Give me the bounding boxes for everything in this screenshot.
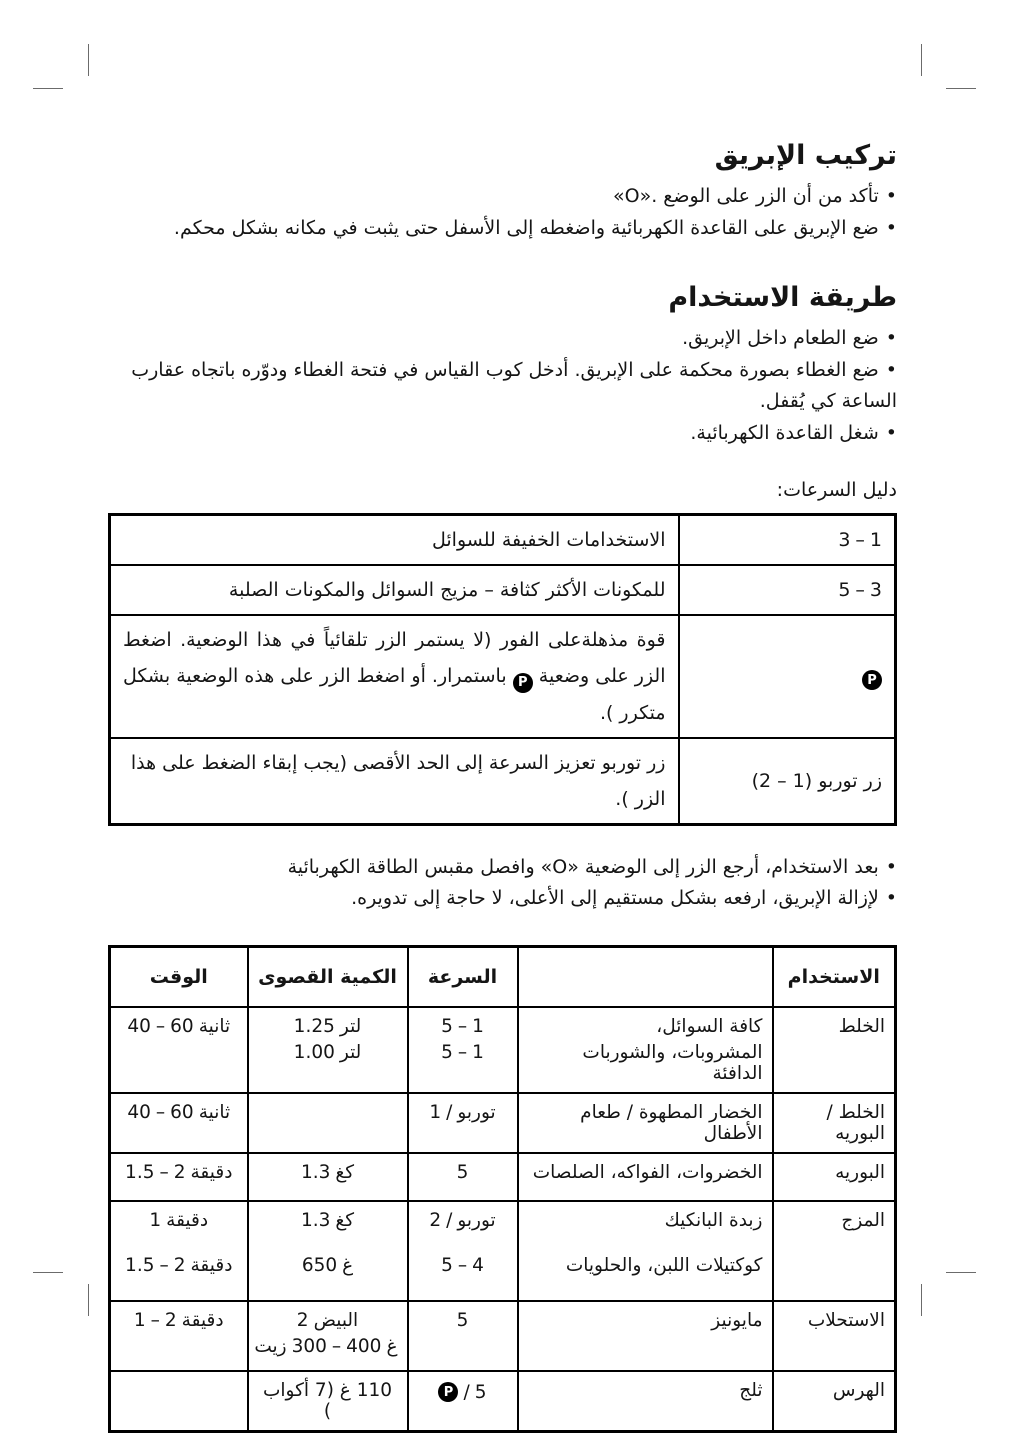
usage-table-row [110,1093,896,1153]
numeric-group [838,579,882,601]
numeric-group [134,1310,224,1331]
numeric-group [297,1310,358,1331]
assembly-bullets [111,181,897,244]
cell-token: 2 [173,1254,186,1276]
bullet-marker: • [885,887,897,910]
cell-token: 1 [472,1015,484,1037]
usage-table-row [110,1153,896,1201]
cell-text: كوكتيلات اللبن، والحلويات [565,1254,763,1276]
description-cell [518,1371,773,1432]
speed-description-cell [110,565,679,615]
cell-token: ثانية [198,1015,231,1037]
cell-line [258,1016,398,1037]
speed-description-cell [110,615,679,737]
crop-mark [921,1284,922,1316]
numeric-group [301,1210,354,1231]
cell-line [254,1335,398,1357]
bullet-text: تأكد من أن الزر على الوضع .«O» [612,185,879,207]
speed-description-cell [110,515,679,566]
description-cell [518,1093,773,1153]
cell-token: 1 [133,1309,146,1331]
bullet-marker: • [885,855,897,878]
max-quantity-cell [248,1301,408,1371]
speed-setting-cell [679,738,896,825]
bullet-text: بعد الاستخدام، أرجع الزر إلى الوضعية «O» وافصل مقبس الطاقة الكهربائية [287,855,879,878]
speed-guide-row [110,565,896,615]
speed-guide-row [110,615,896,737]
cell-token: دقيقة [190,1254,233,1276]
cell-line [418,1016,508,1037]
max-quantity-cell [248,1201,408,1301]
bullet-text: ضع الغطاء بصورة محكمة على الإبريق. أدخل كوب القياس في فتحة الغطاء ودوّره باتجاه عقارب الساعة كي يُقفل. [131,358,897,413]
crop-mark [33,88,63,89]
cell-token: دقيقة [166,1209,209,1231]
pulse-p-badge: P [513,673,533,693]
cell-token: – [855,529,865,552]
pulse-p-badge: P [438,1382,458,1402]
crop-mark [33,1272,63,1273]
speed-cell [408,1007,518,1093]
cell-token: 1.00 [293,1041,335,1063]
cell-text: 110 غ (7 أكواب ) [262,1379,393,1422]
speed-cell [408,1371,518,1432]
max-quantity-cell [248,1093,408,1153]
cell-text: باستمرار. أو اضغط الزر على هذه الوضعية بشكل متكرر ). [123,665,666,724]
cell-token: غ [342,1254,354,1276]
cell-token: 5 [441,1015,453,1037]
speed-cell [408,1153,518,1201]
cell-token: 1.25 [293,1015,335,1037]
description-cell [518,1301,773,1371]
cell-token: 1.5 [125,1161,155,1183]
bullet-item [111,883,897,915]
bullet-item [111,852,897,884]
speed-cell [408,1301,518,1371]
description-cell [518,1201,773,1301]
cell-line [528,1255,763,1276]
numeric-group [294,1016,362,1037]
cell-token: 5 [441,1254,453,1276]
max-quantity-cell [248,1007,408,1093]
crop-mark [946,88,976,89]
speed-setting-cell [679,615,896,737]
numeric-group [127,1102,230,1123]
cell-token: – [457,1041,468,1063]
cell-token: 300 [291,1335,327,1357]
cell-token: 5 [474,1381,487,1403]
cell-line [418,1042,508,1063]
bullet-marker: • [885,216,897,239]
usage-table-row [110,1201,896,1301]
cell-text: كافة السوائل، [656,1015,763,1037]
cell-token: – [457,1254,468,1276]
cell-token: 5 [838,579,851,602]
usage-table-row [110,1007,896,1093]
cell-token: – [155,1101,166,1123]
speed-guide-row [110,738,896,825]
speed-setting-cell [679,565,896,615]
cell-line [528,1210,763,1231]
usage-cell [773,1301,896,1371]
numeric-group [838,529,882,551]
cell-line [528,1042,763,1084]
cell-line [258,1255,398,1276]
cell-token: دقيقة [181,1309,224,1331]
bullet-marker: • [885,421,897,444]
cell-token: – [457,1015,468,1037]
cell-text: الاستخدامات الخفيفة للسوائل [432,529,666,552]
cell-token: 3 [869,579,882,602]
numeric-group [301,1162,354,1183]
description-cell [518,1007,773,1093]
max-quantity-cell [248,1371,408,1432]
cell-token: كغ [335,1161,355,1183]
cell-token: 1.3 [300,1161,331,1183]
cell-token: 1 [472,1041,484,1063]
cell-token: 1.3 [300,1209,331,1231]
cell-text: الخضروات، الفواكه، الصلصات [532,1161,763,1183]
crop-mark [88,44,89,76]
time-cell [110,1153,248,1201]
cell-token: لتر [339,1041,362,1063]
numeric-group [294,1042,362,1063]
crop-mark [921,44,922,76]
numeric-group [125,1255,232,1276]
cell-line [120,1255,238,1276]
post-usage-bullets [111,852,897,915]
cell-line [258,1310,398,1331]
cell-line [418,1210,508,1231]
cell-token: – [855,579,865,602]
cell-text: البوريه [835,1161,885,1183]
cell-token: 2 [164,1309,177,1331]
cell-text: الخلط / البوريه [826,1101,885,1144]
bullet-item [111,323,897,355]
cell-token: لتر [339,1015,362,1037]
speed-cell [408,1093,518,1153]
bullet-item [111,418,897,450]
usage-table-row [110,1301,896,1371]
time-cell [110,1301,248,1371]
cell-token: 1 [429,1101,442,1123]
numeric-group [441,1042,484,1063]
cell-line [418,1255,508,1276]
cell-token: / [446,1101,453,1123]
cell-token: 40 [127,1015,151,1037]
cell-token: 1 [869,529,882,552]
cell-token: – [150,1309,160,1331]
cell-token: 40 [127,1101,151,1123]
usage-cell [773,1371,896,1432]
bullet-marker: • [885,327,897,350]
cell-token: / [446,1209,453,1231]
time-cell [110,1007,248,1093]
cell-line [258,1042,398,1063]
cell-token: 650 [301,1254,338,1276]
column-header-usage: الاستخدام [773,946,896,1007]
cell-token: 1.5 [125,1254,155,1276]
cell-token: – [159,1254,169,1276]
numeric-group [302,1255,353,1276]
usage-cell [773,1007,896,1093]
crop-mark [88,1284,89,1316]
cell-text: زر توربو تعزيز السرعة إلى الحد الأقصى (يجب إبقاء الضغط على هذا الزر ). [130,751,666,810]
bullet-text: ضع الإبريق على القاعدة الكهربائية واضغطه إلى الأسفل حتى يثبت في مكانه بشكل محكم. [173,216,879,239]
cell-text: الخلط [838,1015,885,1037]
speed-guide-row [110,515,896,566]
numeric-group [127,1016,230,1037]
column-header-description [518,946,773,1007]
max-quantity-cell [248,1153,408,1201]
cell-text: للمكونات الأكثر كثافة – مزيج السوائل والمكونات الصلبة [228,579,666,602]
cell-token: 2 [296,1309,309,1331]
numeric-group [254,1336,397,1357]
cell-token: 1 [149,1209,162,1231]
cell-token: كغ [335,1209,355,1231]
bullet-text: ضع الطعام داخل الإبريق. [682,327,879,350]
cell-token: – [331,1335,342,1357]
speed-guide-table [108,513,897,826]
numeric-group [438,1382,486,1403]
column-header-speed: السرعة [408,946,518,1007]
cell-token: ثانية [198,1101,231,1123]
cell-line [258,1210,398,1231]
cell-text: مايونيز [711,1309,763,1331]
time-cell [110,1371,248,1432]
speed-guide-label: دليل السرعات: [776,479,897,502]
cell-text: الهرس [832,1379,885,1401]
pulse-p-badge: P [862,670,882,690]
cell-token: 3 [838,529,851,552]
speed-setting-cell [679,515,896,566]
numeric-group [125,1162,232,1183]
usage-cell [773,1153,896,1201]
time-cell [110,1201,248,1301]
cell-token: توربو [457,1209,496,1231]
numeric-group [149,1210,208,1231]
bullet-item [111,355,897,418]
time-cell [110,1093,248,1153]
description-cell [518,1153,773,1201]
usage-cell [773,1093,896,1153]
section-usage-method [111,282,897,449]
cell-token: 4 [472,1254,484,1276]
bullet-text: شغل القاعدة الكهربائية. [690,421,879,444]
cell-line [120,1210,238,1231]
cell-line [528,1016,763,1037]
cell-token: – [155,1015,166,1037]
section-title-usage-method: طريقة الاستخدام [668,282,897,314]
numeric-group [429,1102,495,1123]
usage-table-header-row [110,946,896,1007]
cell-text: الاستحلاب [807,1309,885,1331]
usage-table-row [110,1371,896,1432]
bullet-marker: • [885,358,897,381]
bullet-item [111,213,897,245]
cell-token: دقيقة [190,1161,233,1183]
cell-text: زر توربو (1 – 2) [751,769,882,792]
cell-text: المزج [841,1209,885,1231]
cell-token: توربو [457,1101,496,1123]
cell-token: 5 [441,1041,453,1063]
cell-text: الخضار المطهوة / طعام الأطفال [580,1101,763,1144]
cell-text: المشروبات، والشوربات الدافئة [582,1041,763,1084]
usage-cell [773,1201,896,1301]
cell-text: زبدة البانكيك [664,1209,763,1231]
bullet-item [111,181,897,213]
speed-cell [408,1201,518,1301]
numeric-group [441,1016,484,1037]
cell-text: 5 [456,1161,469,1183]
cell-token: – [159,1161,169,1183]
cell-text: ثلج [739,1379,763,1401]
column-header-time: الوقت [110,946,248,1007]
cell-token: زيت [254,1335,287,1357]
numeric-group [441,1255,484,1276]
usage-reference-table [108,945,897,1433]
cell-text: قوة مذهلةعلى الفور (لا يستمر الزر تلقائياً في هذا الوضعية. اضغط الزر على وضعية [123,629,666,688]
column-header-max-quantity: الكمية القصوى [248,946,408,1007]
cell-token: 60 [170,1101,194,1123]
crop-mark [946,1272,976,1273]
cell-text: 5 [456,1309,469,1331]
bullet-text: لإزالة الإبريق، ارفعه بشكل مستقيم إلى الأعلى، لا حاجة إلى تدويره. [351,887,879,910]
section-title-assembly: تركيب الإبريق [714,140,897,171]
cell-token: 2 [173,1161,186,1183]
cell-token: 60 [170,1015,194,1037]
bullet-marker: • [885,185,897,207]
cell-token: 400 [346,1335,382,1357]
numeric-group [429,1210,495,1231]
cell-token: 2 [429,1209,442,1231]
cell-token: / [463,1381,470,1403]
cell-token: غ [386,1335,398,1357]
usage-method-bullets [111,323,897,449]
page-content [111,0,897,1433]
speed-description-cell [110,738,679,825]
section-assembly [111,140,897,244]
cell-token: البيض [313,1309,359,1331]
